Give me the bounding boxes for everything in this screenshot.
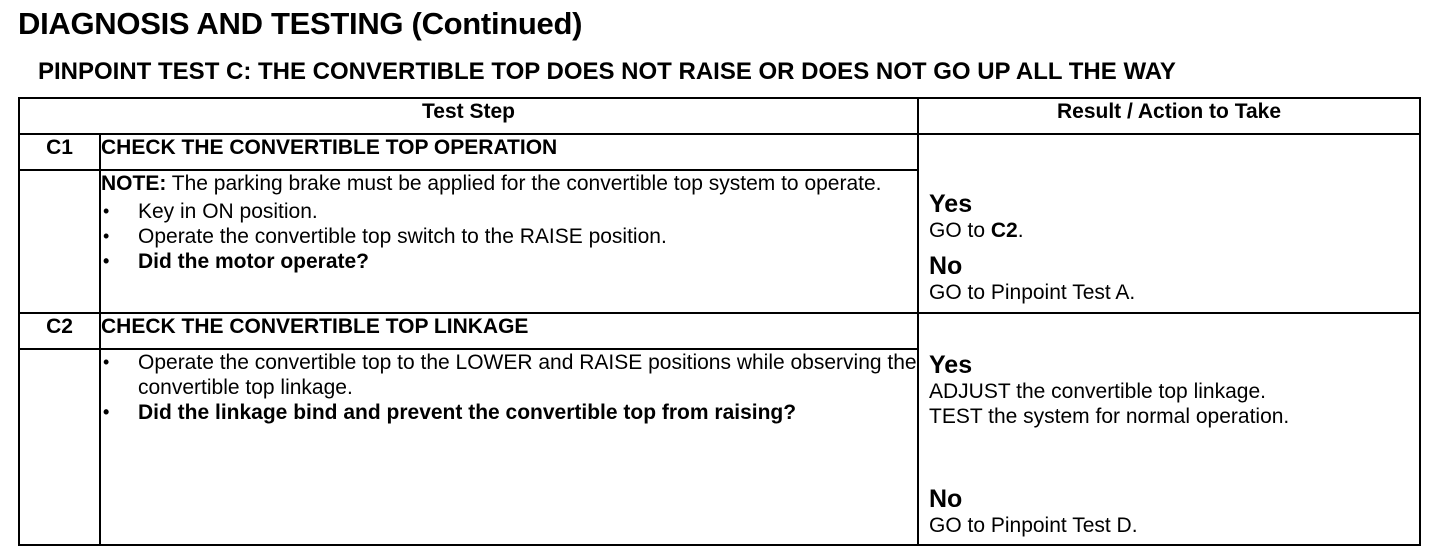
step-id-c1: C1 [19, 134, 100, 170]
step-id-spacer-c1 [19, 170, 100, 313]
step-id-c2: C2 [19, 313, 100, 349]
step-title-c1: CHECK THE CONVERTIBLE TOP OPERATION [100, 134, 918, 170]
step-c2-title-row [19, 313, 1420, 349]
no-action-c1: GO to Pinpoint Test A. [929, 281, 1136, 304]
column-header-result: Result / Action to Take [918, 98, 1420, 134]
table-header-row [19, 98, 1420, 134]
step-content-c1 [100, 170, 918, 313]
result-yes-c1 [929, 191, 1409, 243]
list-item: • Did the motor operate? [101, 249, 917, 274]
result-no-c2 [929, 486, 1409, 538]
page-title: DIAGNOSIS AND TESTING (Continued) [18, 6, 583, 41]
no-label-c2: No [929, 485, 963, 513]
pinpoint-test-title: PINPOINT TEST C: THE CONVERTIBLE TOP DOES NOT RAISE OR DOES NOT GO UP ALL THE WAY [38, 58, 1176, 85]
yes-action-c2-line1: ADJUST the convertible top linkage. [929, 380, 1266, 403]
result-no-c1 [929, 253, 1409, 305]
result-cell-c2 [918, 313, 1420, 545]
step-c1-title-row [19, 134, 1420, 170]
step-title-c2: CHECK THE CONVERTIBLE TOP LINKAGE [100, 313, 918, 349]
bullet-list-c2 [101, 350, 917, 425]
result-cell-c1 [918, 134, 1420, 313]
result-yes-c2 [929, 352, 1409, 429]
list-item: • Operate the convertible top to the LOWER and RAISE positions while observing the convertible top linkage. [101, 350, 917, 400]
yes-label-c1: Yes [929, 190, 973, 218]
no-label-c1: No [929, 252, 963, 280]
note-c1: NOTE: The parking brake must be applied for the convertible top system to operate. [101, 172, 882, 195]
yes-action-c2-line2: TEST the system for normal operation. [929, 405, 1290, 428]
step-id-spacer-c2 [19, 349, 100, 545]
list-item: • Key in ON position. [101, 199, 917, 224]
yes-action-c1: GO to C2. [929, 219, 1024, 242]
bullet-list-c1 [101, 199, 917, 274]
column-header-test-step: Test Step [19, 98, 918, 134]
pinpoint-test-table [18, 97, 1421, 546]
no-action-c2: GO to Pinpoint Test D. [929, 514, 1138, 537]
step-content-c2 [100, 349, 918, 545]
list-item: • Did the linkage bind and prevent the convertible top from raising? [101, 400, 917, 425]
list-item: • Operate the convertible top switch to the RAISE position. [101, 224, 917, 249]
yes-label-c2: Yes [929, 351, 973, 379]
